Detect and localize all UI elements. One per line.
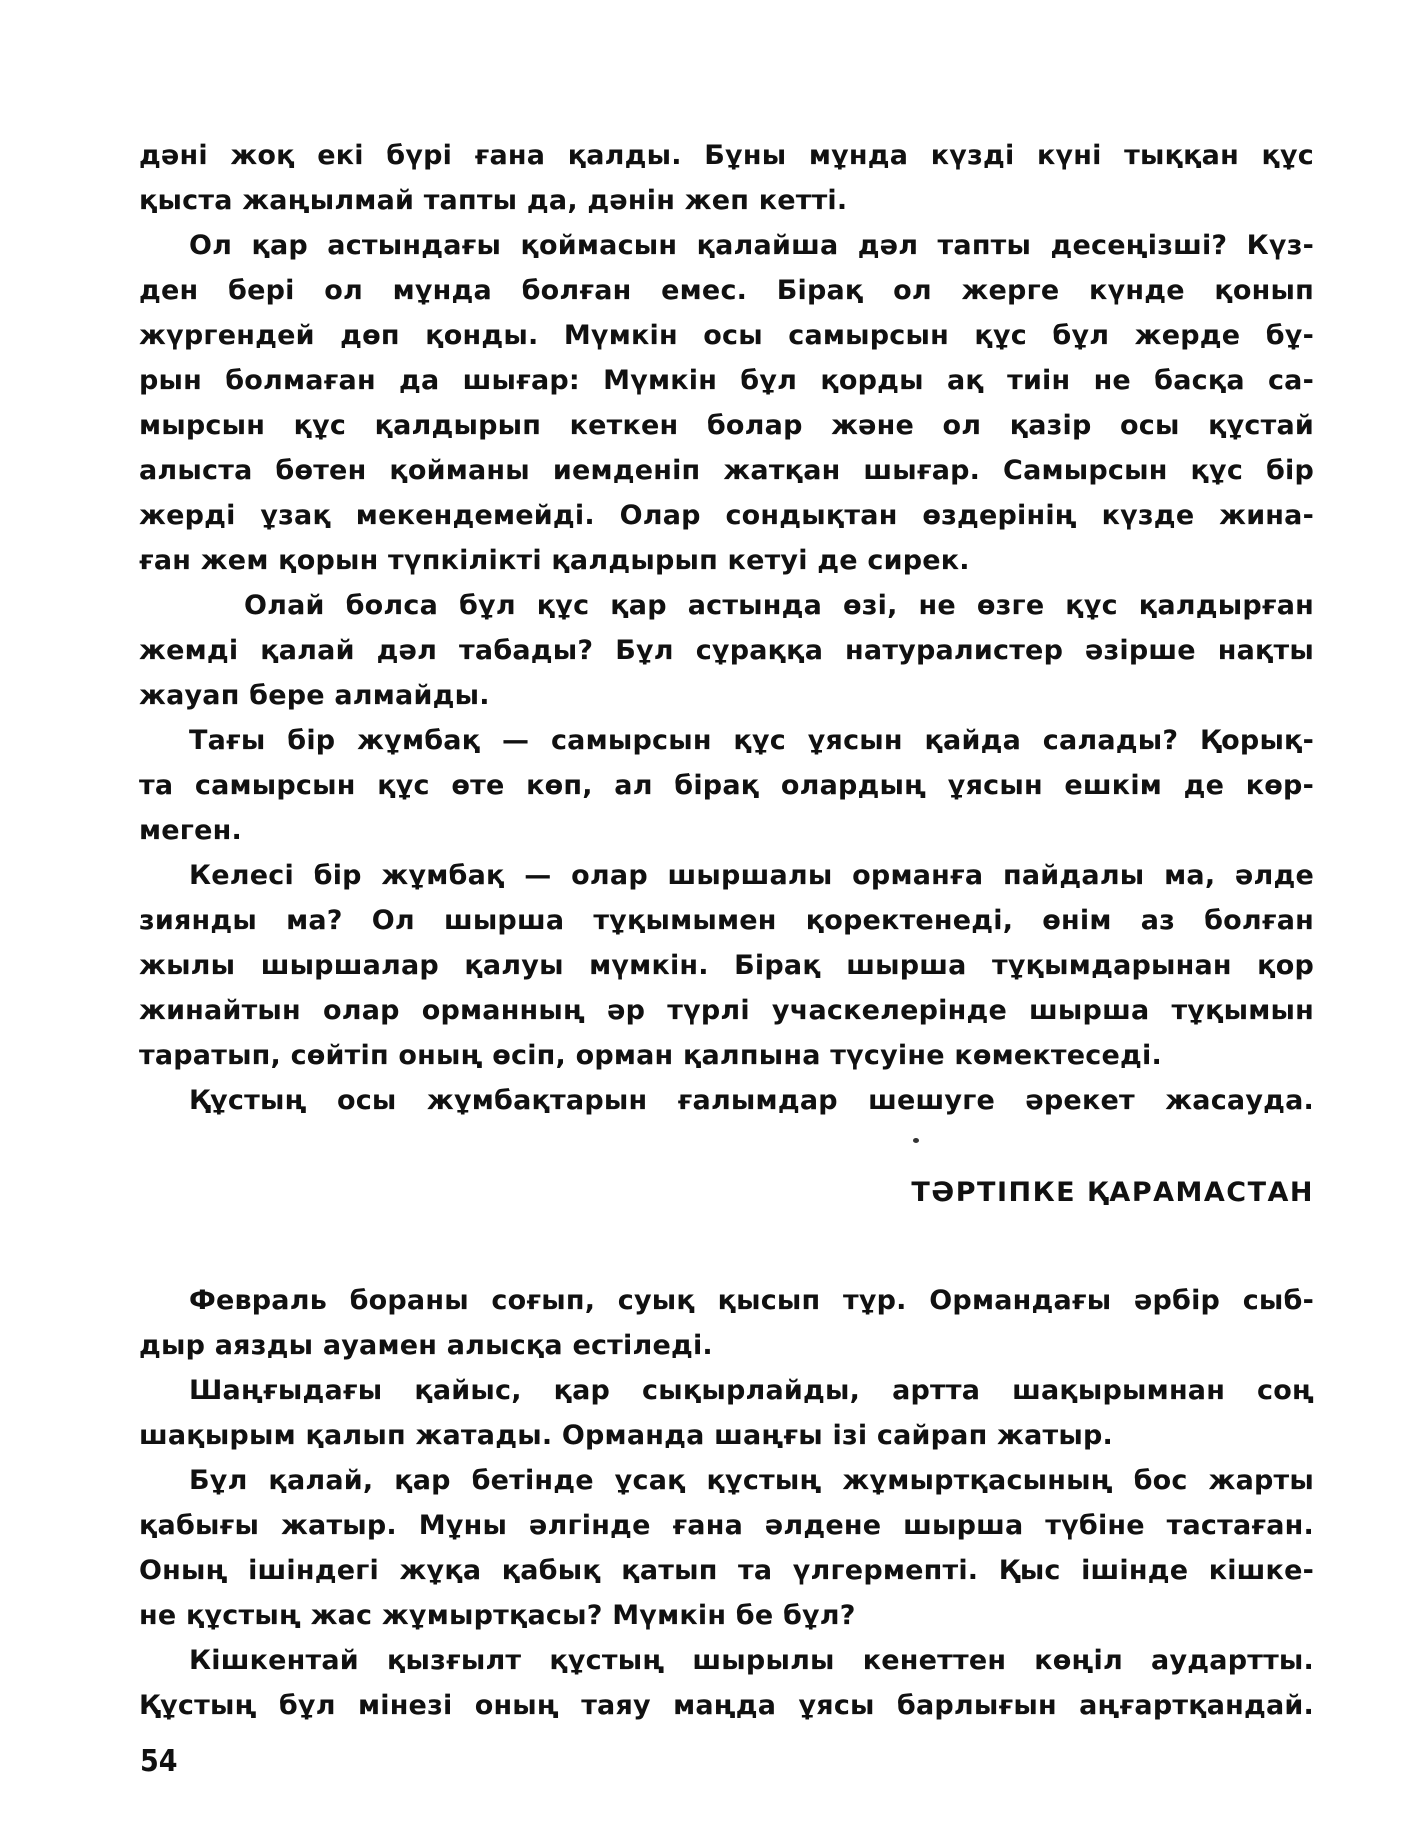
text-line: Келесі бір жұмбақ — олар шыршалы орманға пайдалы ма, әлде bbox=[189, 860, 1314, 891]
text-line: Құстың бұл мінезі оның таяу маңда ұясы барлығын аңғартқандай. bbox=[139, 1690, 1314, 1721]
text-line: Тағы бір жұмбақ — самырсын құс ұясын қайда салады? Қорық- bbox=[189, 725, 1314, 756]
text-line: жемді қалай дәл табады? Бұл сұраққа натуралистер әзірше нақты bbox=[139, 635, 1314, 666]
text-line: зиянды ма? Ол шырша тұқымымен қоректенеді, өнім аз болған bbox=[139, 905, 1314, 936]
text-line: не құстың жас жұмыртқасы? Мүмкін бе бұл? bbox=[139, 1600, 856, 1631]
text-line: рын болмаған да шығар: Мүмкін бұл қорды ақ тиін не басқа са- bbox=[139, 365, 1314, 396]
section-1-text bbox=[139, 133, 1314, 1123]
text-line: Шаңғыдағы қайыс, қар сықырлайды, артта шақырымнан соң bbox=[189, 1375, 1314, 1406]
text-line: дәні жоқ екі бүрі ғана қалды. Бұны мұнда күзді күні тыққан құс bbox=[139, 140, 1314, 171]
text-line: Ол қар астындағы қоймасын қалайша дәл тапты десеңізші? Күз- bbox=[189, 230, 1314, 261]
page-number: 54 bbox=[140, 1744, 178, 1779]
text-line: Құстың осы жұмбақтарын ғалымдар шешуге әрекет жасауда. bbox=[189, 1085, 1314, 1116]
text-line: таратып, сөйтіп оның өсіп, орман қалпына түсуіне көмектеседі. bbox=[139, 1040, 1162, 1071]
text-line: меген. bbox=[139, 815, 242, 846]
text-line: жауап бере алмайды. bbox=[139, 680, 490, 711]
text-line: шақырым қалып жатады. Орманда шаңғы ізі сайрап жатыр. bbox=[139, 1420, 1113, 1451]
text-line: Оның ішіндегі жұқа қабық қатып та үлгермепті. Қыс ішінде кішке- bbox=[139, 1555, 1314, 1586]
print-speck bbox=[913, 1138, 919, 1143]
text-line: жинайтын олар орманның әр түрлі учаскелерінде шырша тұқымын bbox=[139, 995, 1314, 1026]
text-line: дыр аязды ауамен алысқа естіледі. bbox=[139, 1330, 713, 1361]
text-line: Кішкентай қызғылт құстың шырылы кенеттен көңіл аудартты. bbox=[189, 1645, 1314, 1676]
text-line: жерді ұзақ мекендемейді. Олар сондықтан өздерінің күзде жина- bbox=[139, 500, 1314, 531]
text-line: Бұл қалай, қар бетінде ұсақ құстың жұмыртқасының бос жарты bbox=[189, 1465, 1314, 1496]
section-heading: ТӘРТІПКЕ ҚАРАМАСТАН bbox=[911, 1177, 1314, 1208]
text-line: қыста жаңылмай тапты да, дәнін жеп кетті. bbox=[139, 185, 848, 216]
section-2-text bbox=[139, 1278, 1314, 1728]
text-line: та самырсын құс өте көп, ал бірақ олардың ұясын ешкім де көр- bbox=[139, 770, 1314, 801]
text-line: мырсын құс қалдырып кеткен болар және ол қазір осы құстай bbox=[139, 410, 1314, 441]
text-line: жүргендей дөп қонды. Мүмкін осы самырсын құс бұл жерде бұ- bbox=[139, 320, 1314, 351]
text-line: ған жем қорын түпкілікті қалдырып кетуі де сирек. bbox=[139, 545, 970, 576]
text-line: ден бері ол мұнда болған емес. Бірақ ол жерге күнде қонып bbox=[139, 275, 1314, 306]
text-line: Февраль бораны соғып, суық қысып тұр. Ормандағы әрбір сыб- bbox=[189, 1285, 1314, 1316]
text-line: алыста бөтен қойманы иемденіп жатқан шығар. Самырсын құс бір bbox=[139, 455, 1314, 486]
text-line: қабығы жатыр. Мұны әлгінде ғана әлдене шырша түбіне тастаған. bbox=[139, 1510, 1314, 1541]
text-line: жылы шыршалар қалуы мүмкін. Бірақ шырша тұқымдарынан қор bbox=[139, 950, 1314, 981]
text-line: Олай болса бұл құс қар астында өзі, не өзге құс қалдырған bbox=[244, 590, 1314, 621]
